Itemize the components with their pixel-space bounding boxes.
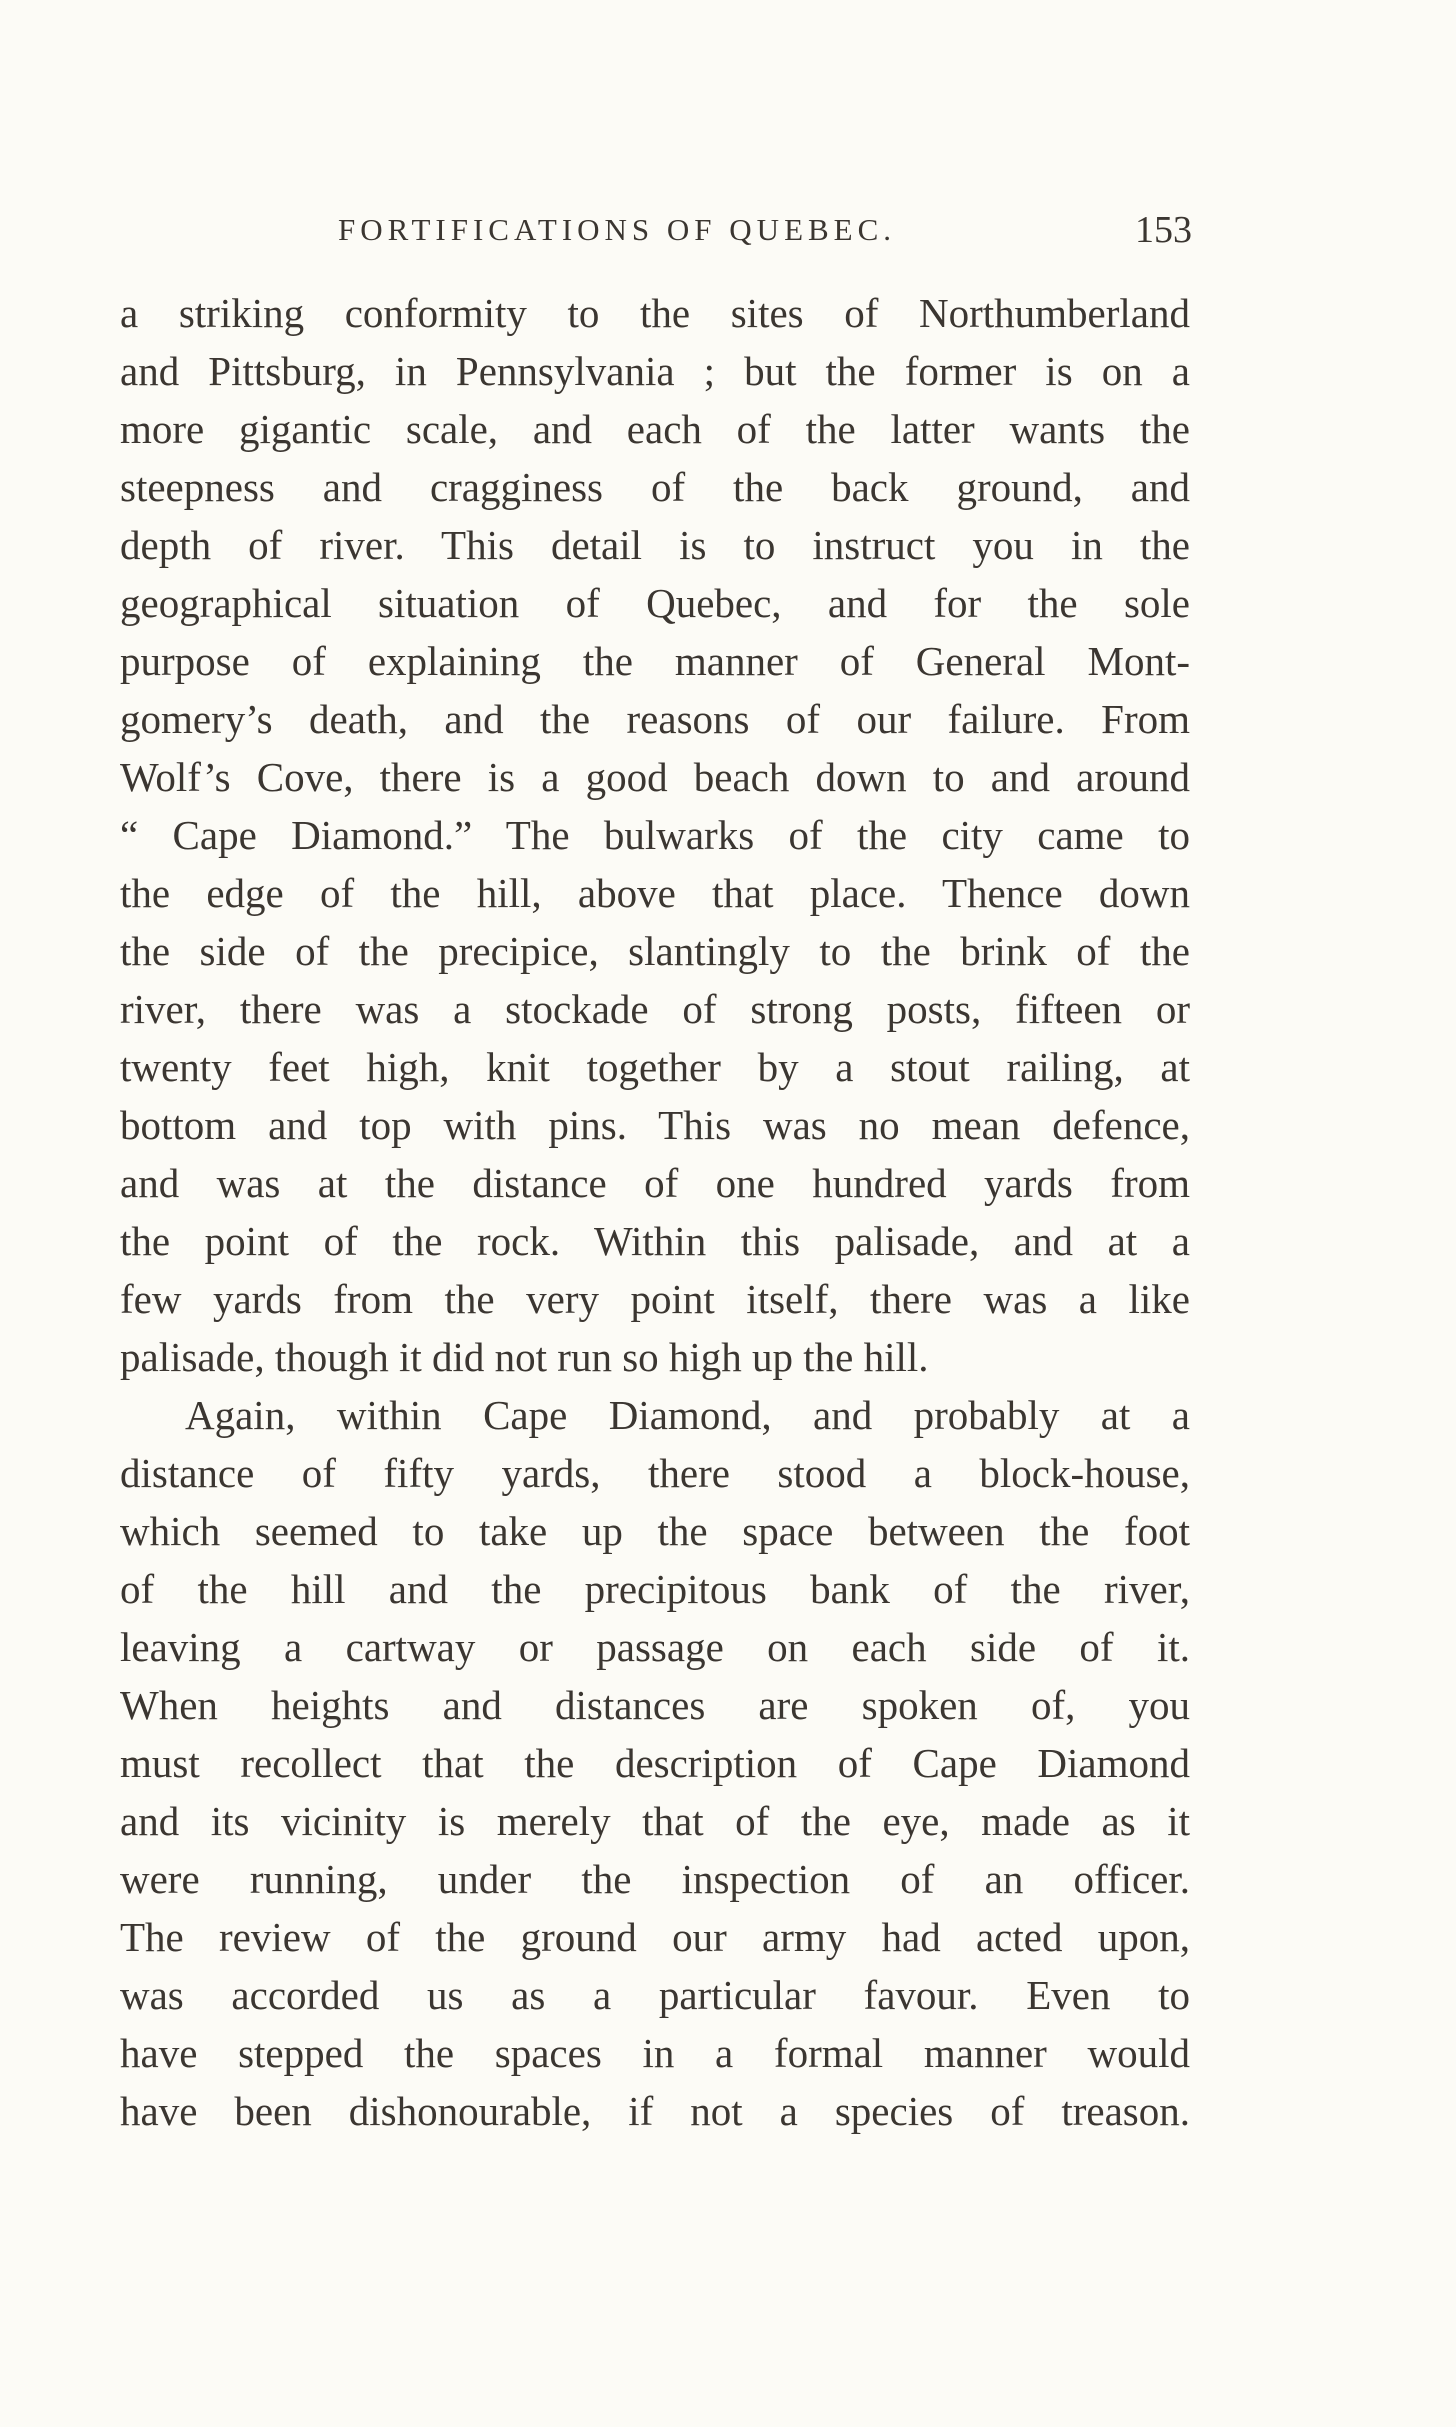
text-line: must recollect that the description of Cape Diamond bbox=[120, 1740, 1190, 1786]
text-line: The review of the ground our army had acted upon, bbox=[120, 1914, 1190, 1960]
text-line: leaving a cartway or passage on each side of it. bbox=[120, 1624, 1190, 1670]
text-line: When heights and distances are spoken of, you bbox=[120, 1682, 1190, 1728]
text-line: distance of fifty yards, there stood a block-house, bbox=[120, 1450, 1190, 1496]
text-line: depth of river. This detail is to instruct you in the bbox=[120, 522, 1190, 568]
text-line: was accorded us as a particular favour. Even to bbox=[120, 1972, 1190, 2018]
text-line: twenty feet high, knit together by a stout railing, at bbox=[120, 1044, 1190, 1090]
text-line: of the hill and the precipitous bank of the river, bbox=[120, 1566, 1190, 1612]
text-line: were running, under the inspection of an officer. bbox=[120, 1856, 1190, 1902]
text-line: Again, within Cape Diamond, and probably at a bbox=[185, 1392, 1190, 1438]
text-line: gomery’s death, and the reasons of our failure. From bbox=[120, 696, 1190, 742]
page-header bbox=[120, 205, 1192, 255]
body-text bbox=[120, 284, 1190, 2140]
text-line: the side of the precipice, slantingly to the brink of the bbox=[120, 928, 1190, 974]
text-line: river, there was a stockade of strong posts, fifteen or bbox=[120, 986, 1190, 1032]
text-line: steepness and cragginess of the back ground, and bbox=[120, 464, 1190, 510]
text-line: bottom and top with pins. This was no mean defence, bbox=[120, 1102, 1190, 1148]
text-line: Wolf’s Cove, there is a good beach down to and around bbox=[120, 754, 1190, 800]
text-line: purpose of explaining the manner of General Mont- bbox=[120, 638, 1190, 684]
text-line: have been dishonourable, if not a species of treason. bbox=[120, 2088, 1190, 2134]
text-line: the point of the rock. Within this palisade, and at a bbox=[120, 1218, 1190, 1264]
text-line: the edge of the hill, above that place. Thence down bbox=[120, 870, 1190, 916]
text-line: have stepped the spaces in a formal manner would bbox=[120, 2030, 1190, 2076]
text-line: which seemed to take up the space between the foot bbox=[120, 1508, 1190, 1554]
text-line: and Pittsburg, in Pennsylvania ; but the former is on a bbox=[120, 348, 1190, 394]
text-line: and was at the distance of one hundred yards from bbox=[120, 1160, 1190, 1206]
paragraph bbox=[120, 1386, 1190, 2140]
paragraph bbox=[120, 284, 1190, 1386]
text-line: more gigantic scale, and each of the latter wants the bbox=[120, 406, 1190, 452]
text-line: geographical situation of Quebec, and for the sole bbox=[120, 580, 1190, 626]
text-line: a striking conformity to the sites of Northumberland bbox=[120, 290, 1190, 336]
text-line: palisade, though it did not run so high up the hill. bbox=[120, 1334, 929, 1380]
text-line: “ Cape Diamond.” The bulwarks of the city came to bbox=[120, 812, 1190, 858]
running-title: FORTIFICATIONS OF QUEBEC. bbox=[338, 212, 897, 247]
text-line: few yards from the very point itself, there was a like bbox=[120, 1276, 1190, 1322]
text-line: and its vicinity is merely that of the eye, made as it bbox=[120, 1798, 1190, 1844]
page-number: 153 bbox=[1135, 209, 1192, 251]
